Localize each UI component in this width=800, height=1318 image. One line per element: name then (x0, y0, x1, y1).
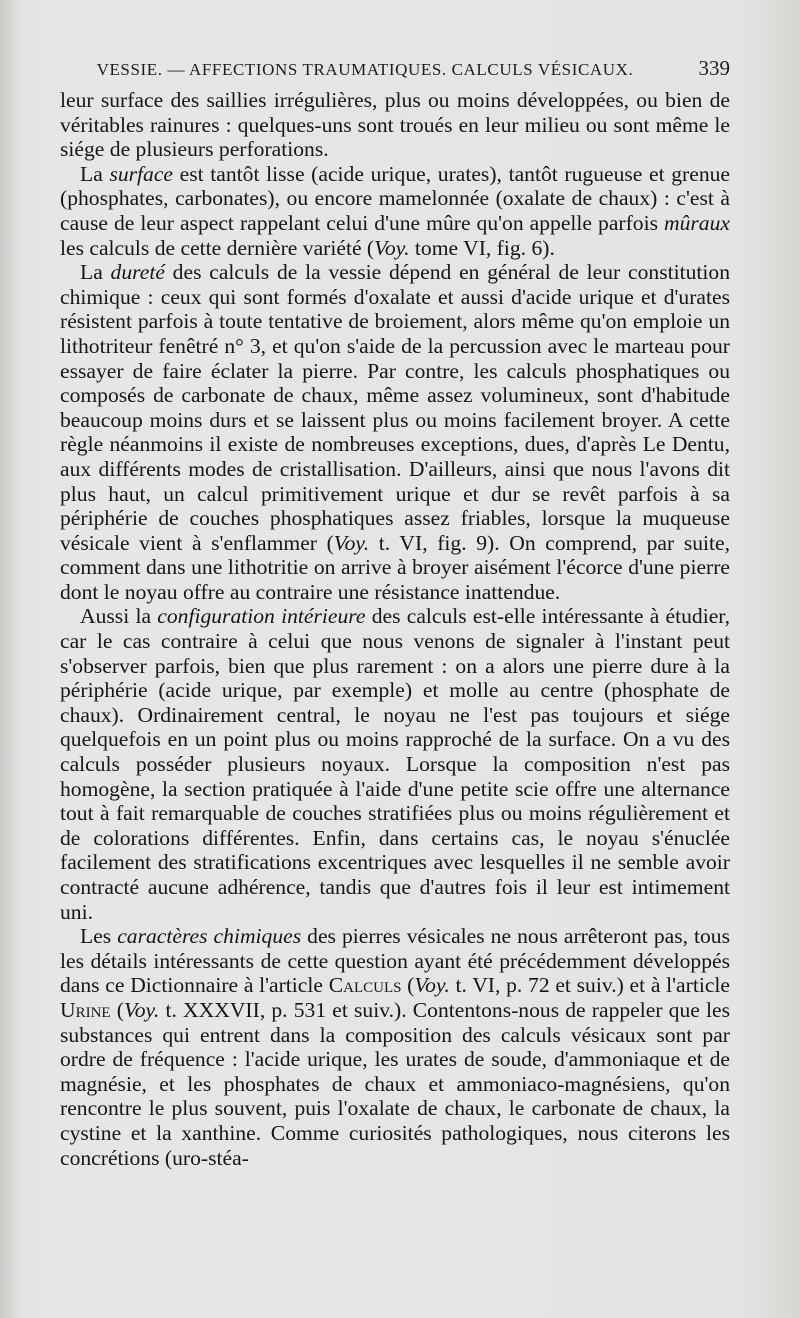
page-body-text (60, 88, 730, 1170)
italic-term: surface (109, 161, 174, 186)
italic-term: mûraux (664, 210, 730, 235)
text-run: des pierres vésicales ne nous arrêteront pas, tous les détails intéressants de cette question ayant été précédemment développés dans ce Dictionnaire à l'article (60, 924, 731, 998)
text-run: t. VI, fig. 9). On comprend, par suite, comment dans une lithotritie on arrive à broyer aisément l'écorce d'une pierre dont le noyau offre au contraire une résistance inattendue. (60, 530, 730, 604)
text-run: des calculs est-elle intéressante à étudier, car le cas contraire à celui que nous venons de signaler à l'instant peut s'observer parfois, bien que plus rarement : on a alors une pierre dure à la périphérie (acide urique, par exemple) et molle au centre (phosphate de chaux). Ordinairement central, le noyau ne l'est pas toujours et siége quelquefois en un point plus ou moins rapproché de la surface. On a vu des calculs posséder plusieurs noyaux. Lorsque la composition n'est pas homogène, la section pratiquée à l'aide d'une petite scie offre une alternance tout à fait remarquable de couches stratifiées plus ou moins régulièrement et de colorations différentes. Enfin, dans certains cas, le noyau s'énuclée facilement des stratifications excentriques avec lesquelles il ne semble avoir contracté aucune adhérence, tandis que d'autres fois il leur est intimement uni. (60, 604, 731, 924)
italic-term: dureté (110, 260, 165, 285)
text-run: La (80, 161, 110, 186)
italic-term: Voy. (123, 997, 160, 1022)
paragraph (60, 604, 730, 924)
text-run: t. XXXVII, p. 531 et suiv.). Contentons-nous de rappeler que les substances qui entrent dans la composition des calculs vésicaux sont par ordre de fréquence : l'acide urique, les urates de soude, d'ammoniaque et de magnésie, et les phosphates de chaux et ammoniaco-magnésiens, qu'on rencontre le plus souvent, puis l'oxalate de chaux, le carbonate de chaux, la cystine et la xanthine. Comme curiosités pathologiques, nous citerons les concrétions (uro-stéa- (60, 997, 731, 1170)
text-run: leur surface des saillies irrégulières, plus ou moins développées, ou bien de véritables rainures : quelques-uns sont troués en leur milieu ou sont même le siége de plusieurs perforations. (60, 88, 730, 162)
italic-term: Voy. (414, 973, 450, 998)
running-header (60, 56, 730, 86)
page-number: 339 (698, 56, 730, 80)
text-run: les calculs de cette dernière variété ( (60, 235, 375, 260)
text-run: t. VI, p. 72 et suiv.) et à l'article (449, 973, 730, 998)
paragraph (60, 924, 730, 1170)
small-caps-term: Urine (60, 997, 111, 1022)
italic-term: configuration intérieure (157, 604, 366, 629)
italic-term: caractères chimiques (117, 924, 302, 949)
text-run: La (80, 260, 111, 285)
running-title: VESSIE. — AFFECTIONS TRAUMATIQUES. CALCULS VÉSICAUX. (96, 60, 634, 79)
text-run: ( (401, 973, 415, 998)
text-run: est tantôt lisse (acide urique, urates), tantôt rugueuse et grenue (phosphates, carbonates), ou encore mamelonnée (oxalate de chaux) : c'est à cause de leur aspect rappelant celui d'une mûre qu'on appelle parfois (60, 161, 730, 235)
text-run: tome VI, fig. 6). (409, 235, 555, 260)
text-run: Les (80, 924, 118, 949)
text-run: ( (110, 997, 124, 1022)
paragraph (60, 162, 730, 260)
text-run: des calculs de la vessie dépend en général de leur constitution chimique : ceux qui sont formés d'oxalate et aussi d'acide urique et d'urates résistent parfois à toute tentative de broiement, alors même qu'on emploie un lithotriteur fenêtré n° 3, et qu'on s'aide de la percussion avec le marteau pour essayer de faire éclater la pierre. Par contre, les calculs phosphatiques ou composés de carbonate de chaux, même assez volumineux, sont d'habitude beaucoup moins durs et se laissent plus ou moins facilement broyer. A cette règle néanmoins il existe de nombreuses exceptions, dues, d'après Le Dentu, aux différents modes de cristallisation. D'ailleurs, ainsi que nous l'avons dit plus haut, un calcul primitivement urique et dur se revêt parfois à sa périphérie de couches phosphatiques assez friables, lorsque la muqueuse vésicale vient à s'enflammer ( (60, 260, 730, 555)
text-run: Aussi la (80, 604, 158, 629)
paragraph (60, 88, 730, 162)
paragraph (60, 260, 730, 604)
italic-term: Voy. (333, 530, 370, 555)
small-caps-term: Calculs (328, 973, 402, 998)
italic-term: Voy. (374, 235, 410, 260)
